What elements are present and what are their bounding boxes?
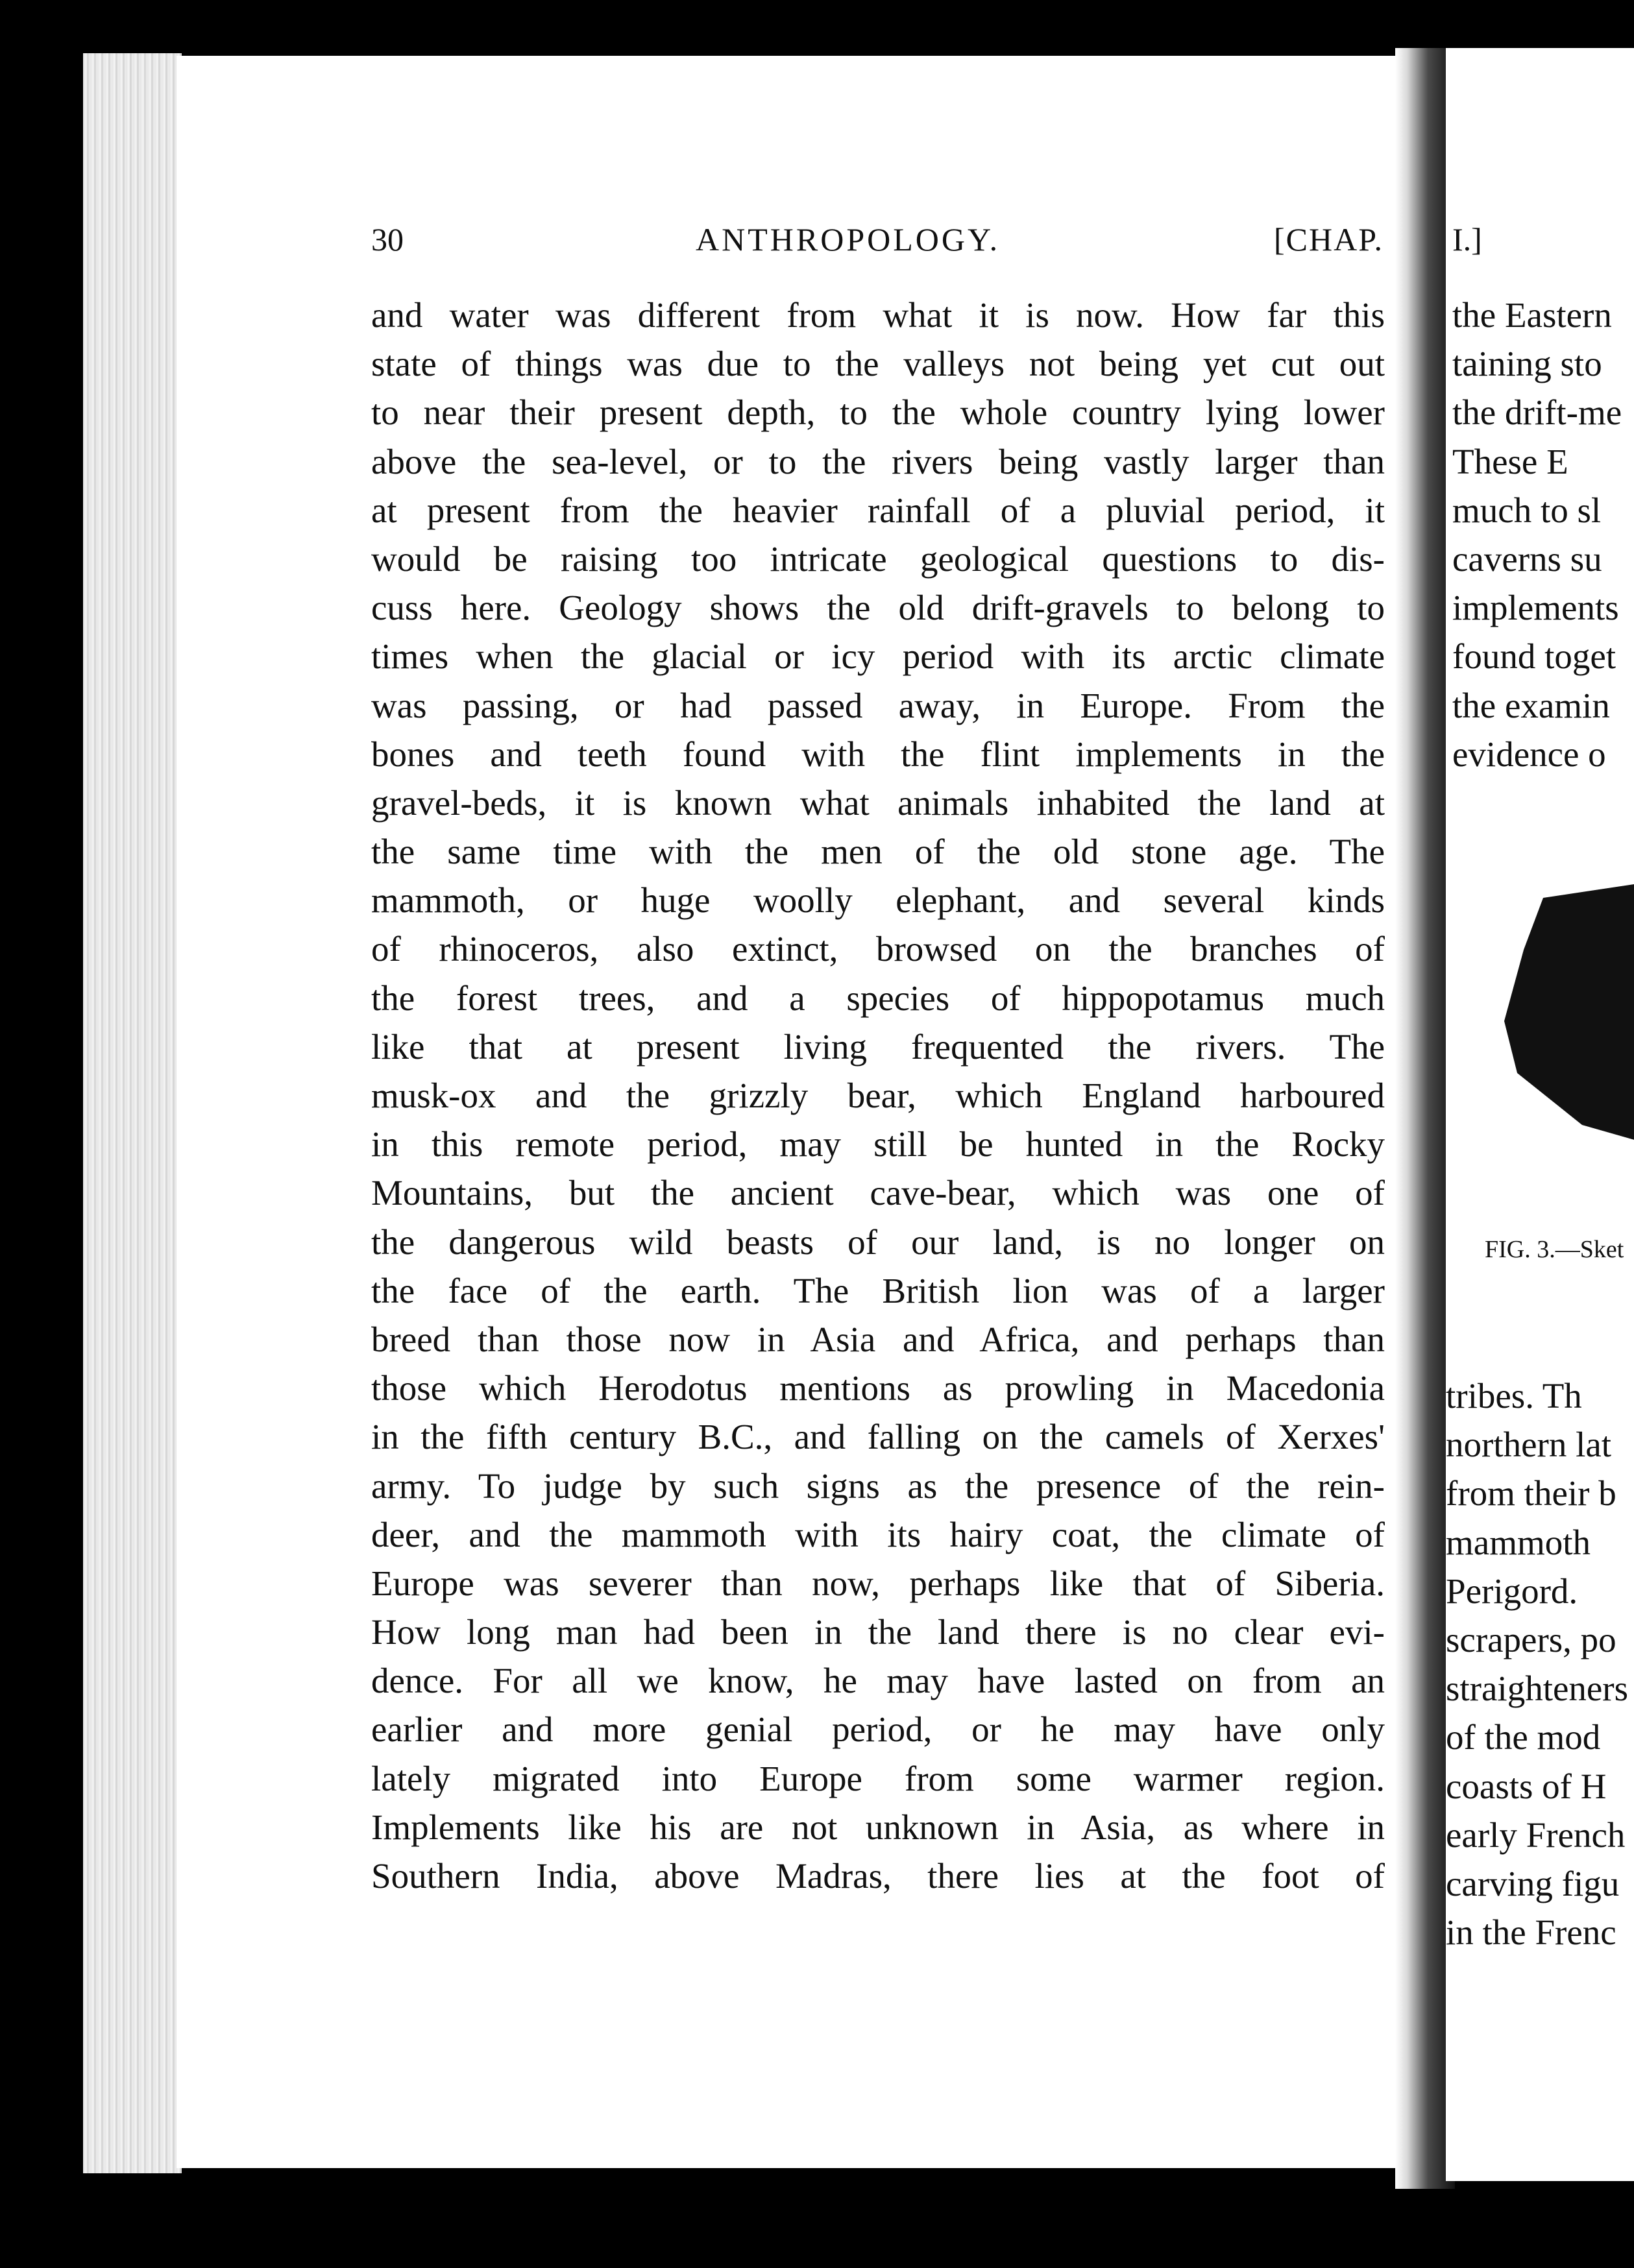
- text-line: Europe was severer than now, perhaps like that of Siberia.: [371, 1563, 1385, 1603]
- text-line: dence. For all we know, he may have lasted on from an: [371, 1661, 1385, 1701]
- text-line: How long man had been in the land there is no clear evi-: [371, 1612, 1385, 1652]
- text-line: in the fifth century B.C., and falling on the camels of Xerxes': [371, 1417, 1385, 1457]
- text-line: would be raising too intricate geological questions to dis-: [371, 538, 1385, 579]
- running-title: ANTHROPOLOGY.: [696, 221, 1001, 258]
- text-line: was passing, or had passed away, in Europe. From the: [371, 685, 1385, 725]
- text-line: mammoth: [1446, 1522, 1591, 1562]
- text-line: gravel-beds, it is known what animals inhabited the land at: [371, 782, 1385, 823]
- text-line: times when the glacial or icy period with its arctic climate: [371, 636, 1385, 677]
- text-line: from their b: [1446, 1473, 1616, 1514]
- right-page-bottom-text: [1446, 1371, 1628, 1957]
- text-line: earlier and more genial period, or he may have only: [371, 1709, 1385, 1750]
- text-line: army. To judge by such signs as the presence of the rein-: [371, 1466, 1385, 1506]
- right-page: [1446, 48, 1634, 2181]
- text-line: cuss here. Geology shows the old drift-gravels to belong to: [371, 588, 1385, 628]
- text-line: the forest trees, and a species of hippopotamus much: [371, 978, 1385, 1018]
- text-line: the drift-me: [1452, 392, 1622, 433]
- text-line: the examin: [1452, 685, 1610, 725]
- text-line: tribes. Th: [1446, 1376, 1582, 1416]
- text-line: those which Herodotus mentions as prowling in Macedonia: [371, 1368, 1385, 1408]
- text-line: carving figu: [1446, 1864, 1620, 1904]
- text-line: evidence o: [1452, 734, 1606, 774]
- text-line: at present from the heavier rainfall of a pluvial period, it: [371, 490, 1385, 530]
- text-line: bones and teeth found with the flint implements in the: [371, 734, 1385, 774]
- text-line: northern lat: [1446, 1425, 1612, 1465]
- text-line: taining sto: [1452, 344, 1602, 384]
- page-number: 30: [371, 221, 404, 258]
- text-line: Mountains, but the ancient cave-bear, which was one of: [371, 1173, 1385, 1213]
- text-line: in this remote period, may still be hunted in the Rocky: [371, 1124, 1385, 1164]
- text-line: lately migrated into Europe from some warmer region.: [371, 1758, 1385, 1798]
- running-header: [371, 221, 1396, 266]
- text-line: the Eastern: [1452, 295, 1612, 335]
- text-line: deer, and the mammoth with its hairy coat, the climate of: [371, 1514, 1385, 1554]
- text-line: much to sl: [1452, 490, 1602, 530]
- text-line: breed than those now in Asia and Africa, and perhaps than: [371, 1319, 1385, 1359]
- right-page-top-text: [1452, 291, 1622, 778]
- figure-caption: FIG. 3.—Sket: [1485, 1236, 1624, 1263]
- text-line: the same time with the men of the old stone age. The: [371, 832, 1385, 872]
- chapter-marker: [CHAP.: [1274, 221, 1384, 258]
- text-line: like that at present living frequented the rivers. The: [371, 1026, 1385, 1067]
- text-line: above the sea-level, or to the rivers being vastly larger than: [371, 441, 1385, 481]
- text-line: found toget: [1452, 636, 1616, 677]
- text-line: of rhinoceros, also extinct, browsed on the branches of: [371, 929, 1385, 969]
- text-line: straighteners: [1446, 1669, 1629, 1709]
- text-line: of the mod: [1446, 1717, 1601, 1757]
- text-line: Perigord.: [1446, 1571, 1578, 1611]
- text-line: These E: [1452, 441, 1568, 481]
- text-line: musk-ox and the grizzly bear, which England harboured: [371, 1076, 1385, 1115]
- text-line: mammoth, or huge woolly elephant, and several kinds: [371, 880, 1385, 921]
- text-line: Southern India, above Madras, there lies at the foot of: [371, 1856, 1385, 1896]
- body-text: [371, 291, 1385, 1900]
- page-edge: [83, 53, 182, 2173]
- text-line: Implements like his are not unknown in Asia, as where in: [371, 1807, 1385, 1847]
- text-line: to near their present depth, to the whole country lying lower: [371, 392, 1385, 433]
- text-line: early French: [1446, 1815, 1626, 1855]
- text-line: caverns su: [1452, 539, 1602, 579]
- right-page-header: I.]: [1452, 221, 1482, 258]
- text-line: scrapers, po: [1446, 1620, 1616, 1660]
- text-line: the face of the earth. The British lion was of a larger: [371, 1270, 1385, 1310]
- text-line: and water was different from what it is now. How far this: [371, 295, 1385, 335]
- text-line: coasts of H: [1446, 1766, 1607, 1806]
- text-line: state of things was due to the valleys not being yet cut out: [371, 344, 1385, 384]
- text-line: in the Frenc: [1446, 1912, 1616, 1953]
- text-line: the dangerous wild beasts of our land, is no longer on: [371, 1222, 1385, 1262]
- flint-implement-figure: [1504, 878, 1634, 1151]
- text-line: implements: [1452, 588, 1619, 628]
